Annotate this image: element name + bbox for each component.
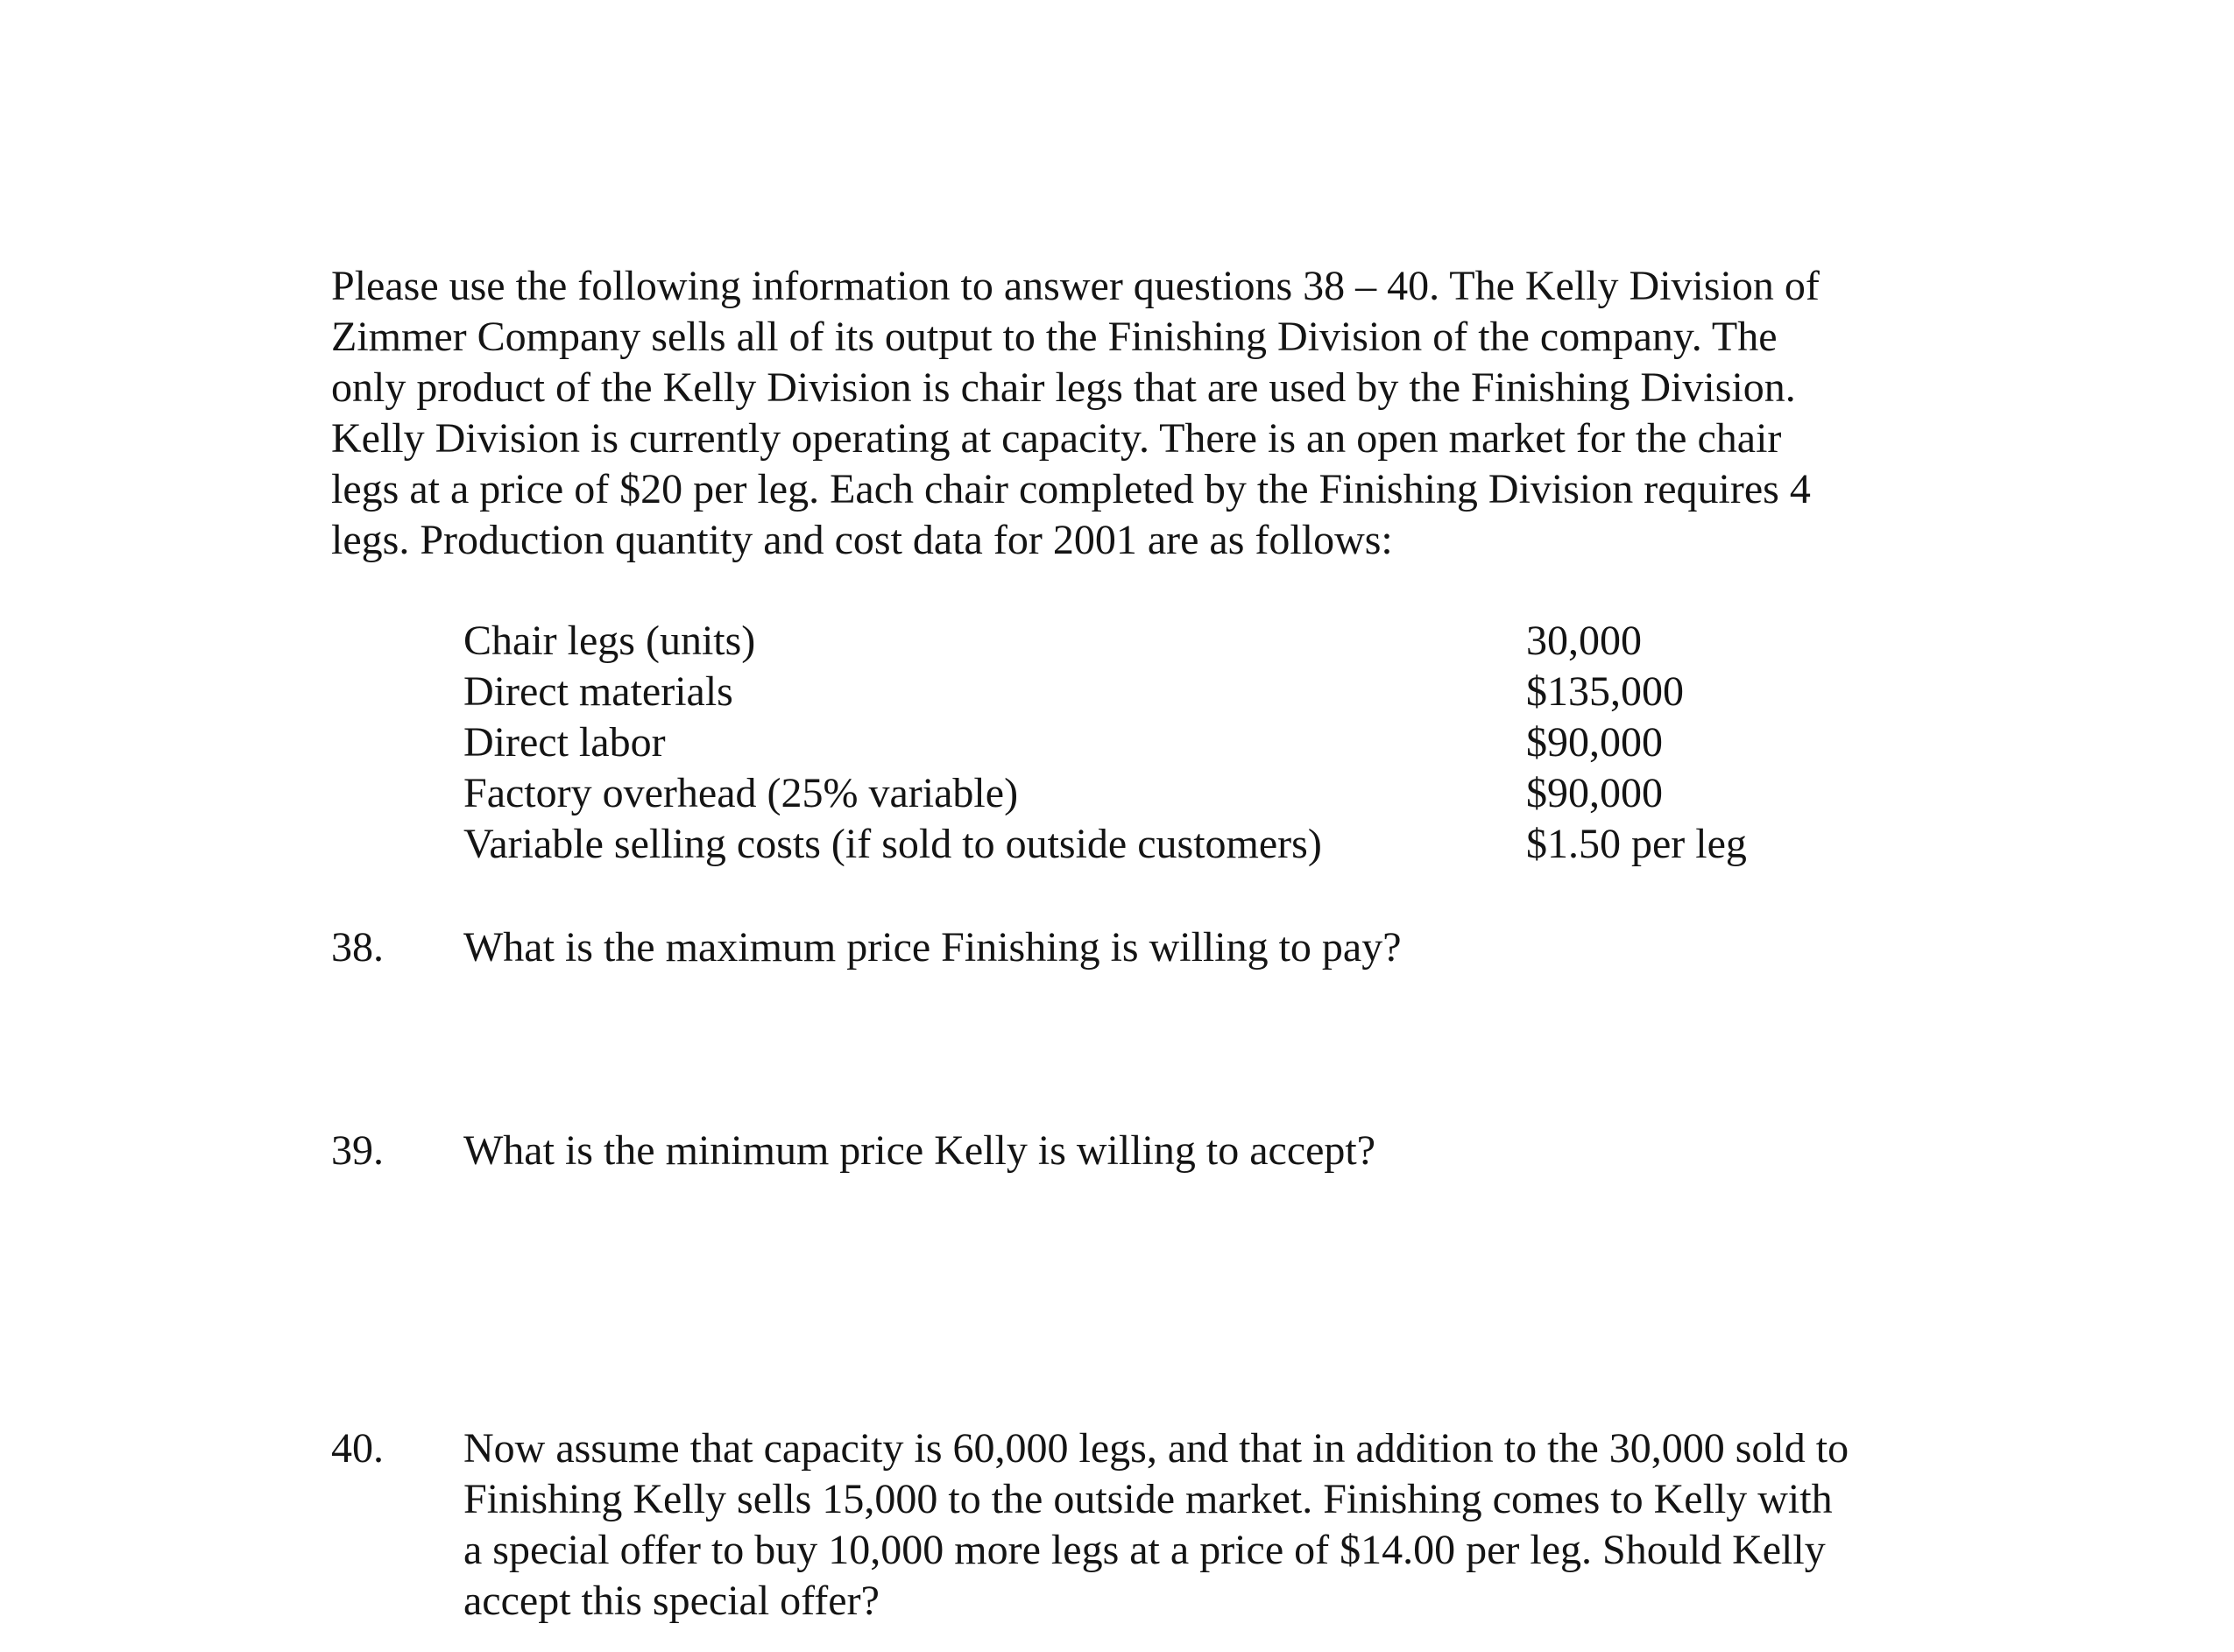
cost-data-row — [463, 667, 1778, 717]
intro-line: only product of the Kelly Division is chair legs that are used by the Finishing Division. — [331, 364, 1796, 411]
question-line: Now assume that capacity is 60,000 legs, and that in addition to the 30,000 sold to — [463, 1425, 1849, 1472]
question-line: accept this special offer? — [463, 1578, 880, 1624]
question-number: 40. — [331, 1425, 384, 1472]
intro-line: Kelly Division is currently operating at capacity. There is an open market for the chair — [331, 415, 1782, 462]
question-text — [463, 1126, 1953, 1176]
cost-value: $1.50 per leg — [1526, 821, 1747, 867]
question-text — [463, 922, 1953, 973]
cost-label: Direct labor — [463, 719, 666, 766]
intro-line: Zimmer Company sells all of its output to the Finishing Division of the company. The — [331, 314, 1778, 360]
intro-line: legs. Production quantity and cost data for 2001 are as follows: — [331, 517, 1393, 563]
cost-data-row — [463, 819, 1778, 870]
question-line: a special offer to buy 10,000 more legs at a price of $14.00 per leg. Should Kelly — [463, 1527, 1826, 1573]
question-number: 39. — [331, 1127, 384, 1174]
cost-label: Chair legs (units) — [463, 618, 756, 664]
intro-line: legs at a price of $20 per leg. Each chair completed by the Finishing Division requires 4 — [331, 466, 1811, 512]
cost-value: $135,000 — [1526, 668, 1684, 715]
cost-value: $90,000 — [1526, 770, 1663, 816]
question-line: Finishing Kelly sells 15,000 to the outside market. Finishing comes to Kelly with — [463, 1476, 1833, 1522]
cost-value: 30,000 — [1526, 618, 1642, 664]
intro-paragraph — [331, 261, 1934, 566]
question-line: What is the maximum price Finishing is willing to pay? — [463, 924, 1402, 971]
question-line: What is the minimum price Kelly is willing to accept? — [463, 1127, 1376, 1174]
cost-label: Variable selling costs (if sold to outside customers) — [463, 821, 1322, 867]
intro-line: Please use the following information to answer questions 38 – 40. The Kelly Division of — [331, 263, 1820, 309]
cost-value: $90,000 — [1526, 719, 1663, 766]
question-text — [463, 1423, 1953, 1627]
cost-label: Factory overhead (25% variable) — [463, 770, 1019, 816]
cost-data-row — [463, 717, 1778, 768]
cost-data-row — [463, 616, 1778, 667]
cost-data-table — [463, 616, 1778, 870]
question-number: 38. — [331, 924, 384, 971]
cost-label: Direct materials — [463, 668, 733, 715]
cost-data-row — [463, 768, 1778, 819]
